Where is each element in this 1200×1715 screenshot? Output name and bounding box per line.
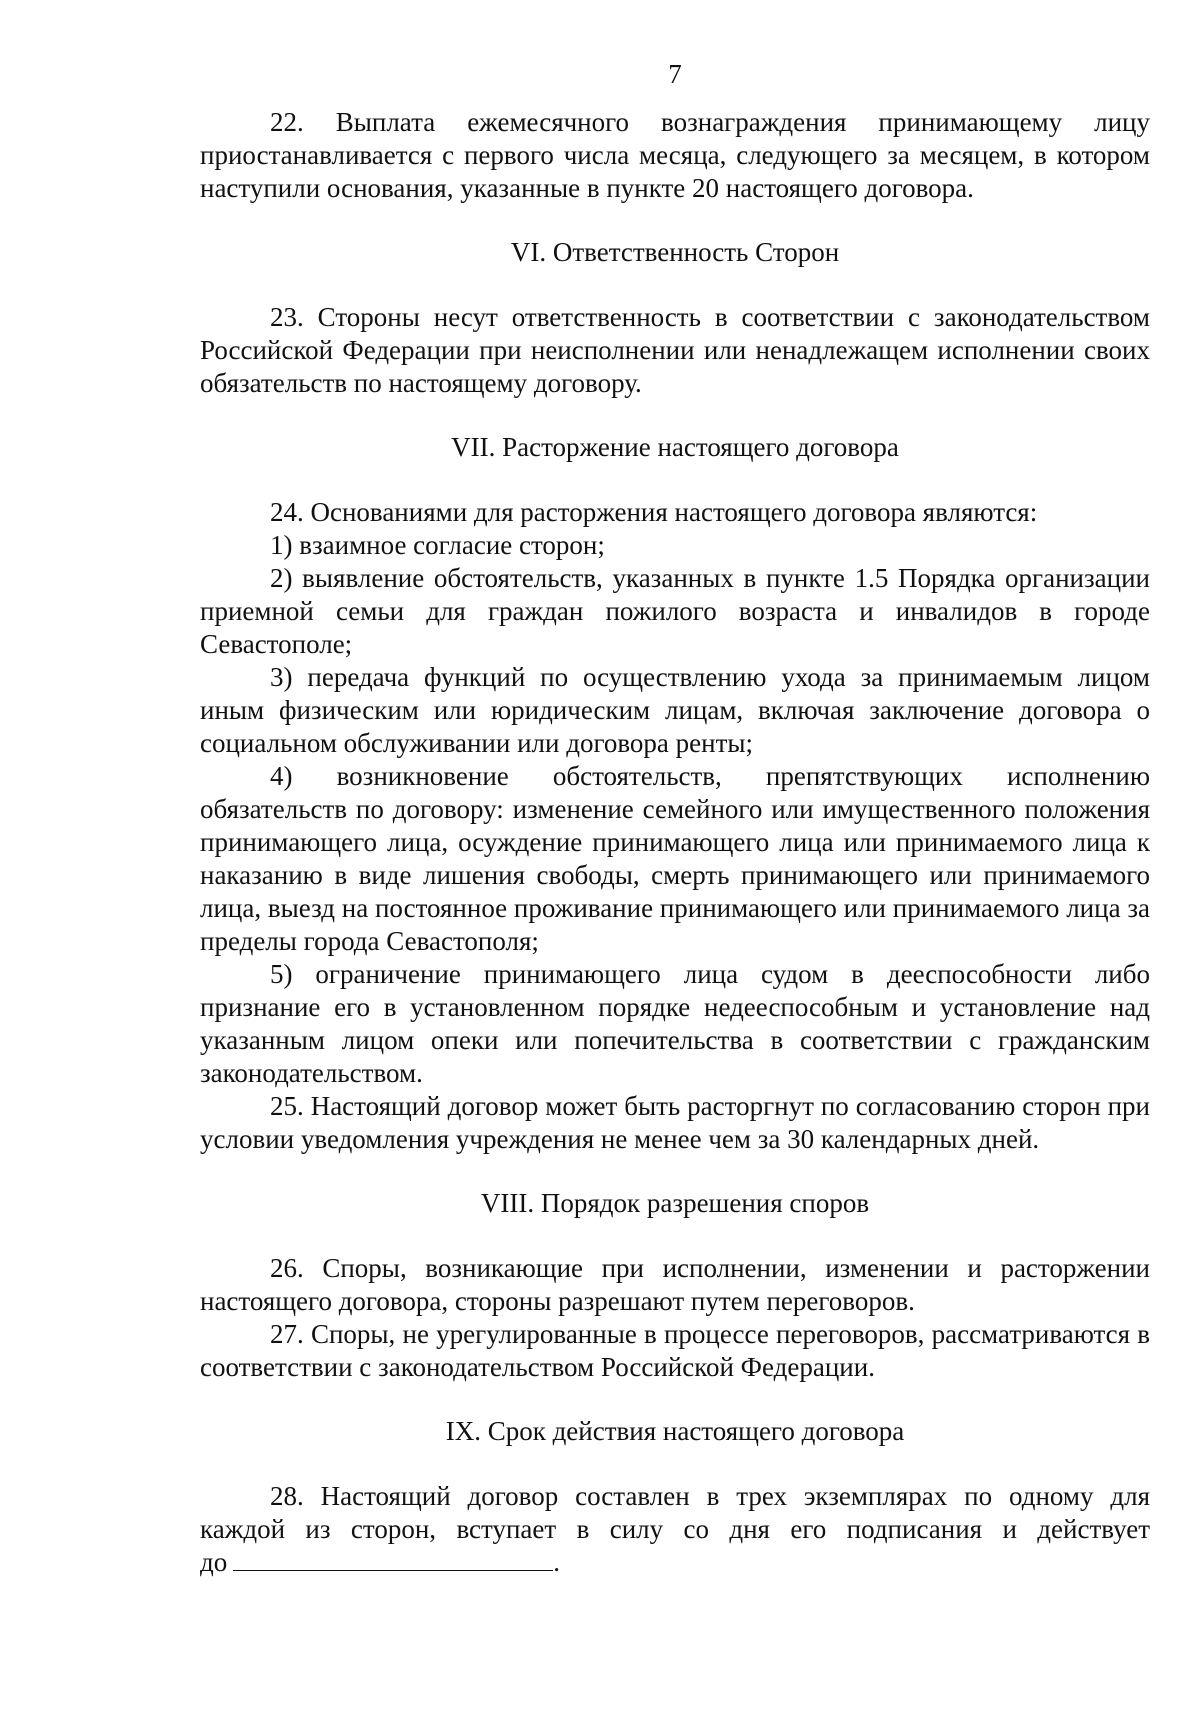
clause-24-item-1: 1) взаимное согласие сторон;	[270, 530, 605, 560]
page-number: 7	[668, 59, 682, 89]
clause-23: 23. Стороны несут ответственность в соответствии с законодательством Российской Федерации при неисполнении или ненадлежащем исполнении своих обязательств по настоящему договору.	[200, 302, 1150, 398]
clause-24-item-2: 2) выявление обстоятельств, указанных в пункте 1.5 Порядка организации приемной семьи для граждан пожилого возраста и инвалидов в городе Севастополе;	[200, 563, 1150, 659]
clause-28-suffix: .	[553, 1547, 560, 1577]
clause-25: 25. Настоящий договор может быть расторгнут по согласованию сторон при условии уведомления учреждения не менее чем за 30 календарных дней.	[200, 1091, 1150, 1154]
clause-27: 27. Споры, не урегулированные в процессе переговоров, рассматриваются в соответствии с законодательством Российской Федерации.	[200, 1319, 1150, 1382]
date-blank-line	[233, 1548, 553, 1571]
clause-24: 24. Основаниями для расторжения настоящего договора являются:	[270, 497, 1038, 527]
section-heading-8: VIII. Порядок разрешения споров	[480, 1188, 870, 1218]
clause-24-item-5: 5) ограничение принимающего лица судом в дееспособности либо признание его в установленном порядке недееспособным и установление над указанным лицом опеки или попечительства в соответствии с гражданским законодательством.	[200, 959, 1150, 1088]
clause-28-end	[200, 1546, 1150, 1579]
document-page	[200, 52, 1150, 1579]
clause-28-prefix: до	[200, 1547, 228, 1577]
section-heading-6: VI. Ответственность Сторон	[510, 237, 840, 267]
section-heading-9: IX. Срок действия настоящего договора	[445, 1416, 905, 1446]
clause-26: 26. Споры, возникающие при исполнении, изменении и расторжении настоящего договора, стороны разрешают путем переговоров.	[200, 1253, 1150, 1316]
clause-22: 22. Выплата ежемесячного вознаграждения принимающему лицу приостанавливается с первого числа месяца, следующего за месяцем, в котором наступили основания, указанные в пункте 20 настоящего договора.	[200, 107, 1150, 203]
clause-28: 28. Настоящий договор составлен в трех экземплярах по одному для каждой из сторон, вступает в силу со дня его подписания и действует	[200, 1481, 1150, 1544]
clause-24-item-4: 4) возникновение обстоятельств, препятствующих исполнению обязательств по договору: изменение семейного или имущественного положения принимающего лица, осуждение принимающего лица или принимаемого лица к наказанию в виде лишения свободы, смерть принимающего или принимаемого лица, выезд на постоянное проживание принимающего или принимаемого лица за пределы города Севастополя;	[200, 761, 1150, 956]
section-heading-7: VII. Расторжение настоящего договора	[451, 432, 899, 462]
clause-24-item-3: 3) передача функций по осуществлению ухода за принимаемым лицом иным физическим или юридическим лицам, включая заключение договора о социальном обслуживании или договора ренты;	[200, 662, 1150, 758]
